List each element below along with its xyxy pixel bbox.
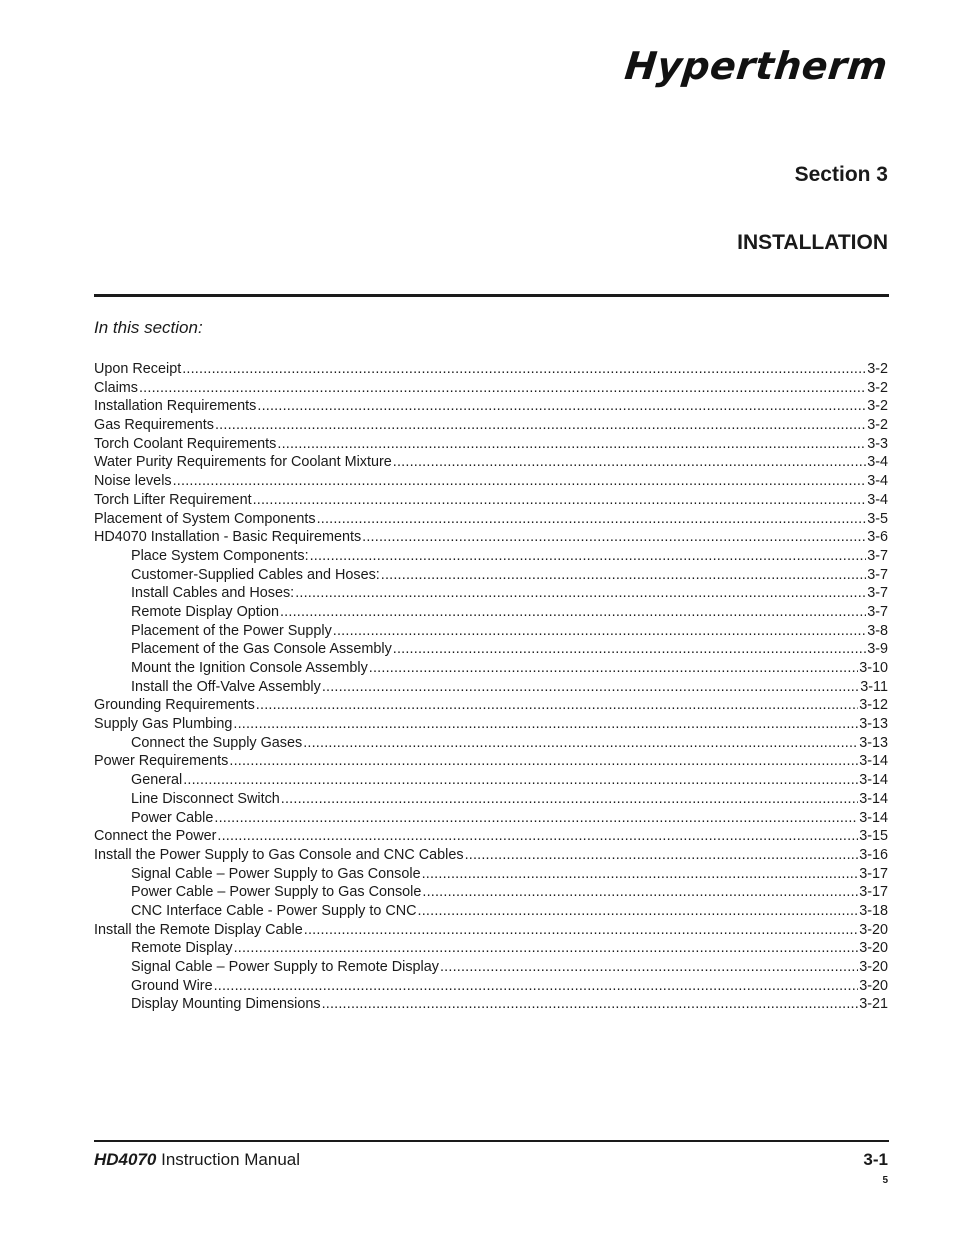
toc-entry[interactable] xyxy=(94,771,888,790)
toc-leader-dots xyxy=(418,902,859,921)
toc-leader-dots xyxy=(440,958,858,977)
toc-leader-dots xyxy=(233,715,858,734)
toc-entry-label: Supply Gas Plumbing xyxy=(94,716,233,733)
toc-entry-label: Mount the Ignition Console Assembly xyxy=(131,660,368,676)
toc-leader-dots xyxy=(310,547,867,566)
toc-leader-dots xyxy=(139,379,866,398)
toc-entry[interactable] xyxy=(94,659,888,678)
toc-entry-label: Placement of the Power Supply xyxy=(131,622,332,639)
toc-entry-label: Display Mounting Dimensions xyxy=(131,996,321,1013)
toc-leader-dots xyxy=(369,659,858,678)
bottom-divider xyxy=(94,1140,889,1142)
toc-leader-dots xyxy=(393,453,866,472)
toc-entry-page: 3-15 xyxy=(859,828,888,845)
toc-entry[interactable] xyxy=(94,958,888,977)
toc-entry-label: Signal Cable – Power Supply to Gas Console xyxy=(131,865,421,882)
toc-entry-label: Claims xyxy=(94,379,138,396)
toc-entry-page: 3-14 xyxy=(859,753,888,770)
toc-entry-page: 3-21 xyxy=(859,996,888,1013)
toc-entry[interactable] xyxy=(94,883,888,902)
table-of-contents xyxy=(94,360,888,1014)
toc-entry-label: HD4070 Installation - Basic Requirements xyxy=(94,529,362,546)
top-divider xyxy=(94,294,889,297)
toc-entry-page: 3-7 xyxy=(867,566,888,583)
toc-entry[interactable] xyxy=(94,921,888,940)
footer-manual-label: Instruction Manual xyxy=(156,1150,301,1169)
toc-leader-dots xyxy=(257,397,866,416)
toc-entry[interactable] xyxy=(94,435,888,454)
toc-entry-page: 3-4 xyxy=(867,491,888,508)
toc-entry-page: 3-16 xyxy=(859,846,888,863)
toc-entry[interactable] xyxy=(94,809,888,828)
toc-entry[interactable] xyxy=(94,865,888,884)
toc-leader-dots xyxy=(393,640,866,659)
toc-entry-page: 3-7 xyxy=(867,585,888,602)
toc-entry[interactable] xyxy=(94,360,888,379)
toc-entry-page: 3-20 xyxy=(859,959,888,975)
toc-leader-dots xyxy=(277,435,866,454)
footer-sheet-number: 5 xyxy=(882,1175,888,1186)
toc-entry[interactable] xyxy=(94,397,888,416)
toc-entry-page: 3-20 xyxy=(859,940,888,957)
toc-entry[interactable] xyxy=(94,379,888,398)
toc-entry[interactable] xyxy=(94,622,888,641)
toc-entry-label: Noise levels xyxy=(94,473,172,490)
toc-entry-page: 3-10 xyxy=(859,660,888,676)
toc-entry-page: 3-20 xyxy=(859,977,888,994)
toc-entry[interactable] xyxy=(94,734,888,753)
toc-leader-dots xyxy=(214,977,859,996)
toc-leader-dots xyxy=(215,416,866,435)
toc-leader-dots xyxy=(214,809,858,828)
toc-entry-label: Placement of System Components xyxy=(94,510,316,527)
toc-entry-page: 3-6 xyxy=(867,529,888,546)
toc-entry-label: Power Cable xyxy=(131,809,214,826)
intro-text: In this section: xyxy=(94,318,203,337)
toc-leader-dots xyxy=(234,939,859,958)
toc-entry-label: Connect the Power xyxy=(94,828,217,845)
toc-leader-dots xyxy=(256,696,858,715)
toc-entry-label: General xyxy=(131,772,183,789)
toc-leader-dots xyxy=(183,771,858,790)
toc-leader-dots xyxy=(322,995,859,1014)
toc-entry[interactable] xyxy=(94,566,888,585)
toc-entry[interactable] xyxy=(94,416,888,435)
toc-entry-page: 3-14 xyxy=(859,809,888,826)
toc-entry-label: Power Cable – Power Supply to Gas Console xyxy=(131,884,422,901)
toc-entry-page: 3-8 xyxy=(867,622,888,639)
toc-entry-label: Remote Display xyxy=(131,940,233,957)
toc-leader-dots xyxy=(253,491,867,510)
toc-entry-label: Installation Requirements xyxy=(94,398,257,415)
toc-entry-page: 3-2 xyxy=(867,361,888,377)
toc-entry-page: 3-17 xyxy=(859,884,888,901)
toc-entry[interactable] xyxy=(94,472,888,491)
toc-entry-page: 3-12 xyxy=(859,697,888,714)
toc-entry-label: Ground Wire xyxy=(131,977,213,994)
toc-entry[interactable] xyxy=(94,584,888,603)
toc-entry[interactable] xyxy=(94,678,888,697)
toc-entry-label: Upon Receipt xyxy=(94,361,182,377)
toc-entry-label: Torch Coolant Requirements xyxy=(94,435,277,452)
toc-entry-page: 3-13 xyxy=(859,734,888,751)
toc-leader-dots xyxy=(295,584,866,603)
toc-entry-label: Remote Display Option xyxy=(131,603,279,620)
toc-entry-page: 3-11 xyxy=(860,678,888,695)
toc-entry-label: Power Requirements xyxy=(94,753,229,770)
toc-entry-page: 3-13 xyxy=(859,716,888,733)
toc-entry-label: Customer-Supplied Cables and Hoses: xyxy=(131,566,380,583)
toc-entry[interactable] xyxy=(94,995,888,1014)
toc-leader-dots xyxy=(322,678,859,697)
toc-entry-page: 3-2 xyxy=(867,417,888,434)
toc-entry[interactable] xyxy=(94,528,888,547)
footer-manual-title xyxy=(94,1150,300,1170)
toc-entry[interactable] xyxy=(94,547,888,566)
toc-entry[interactable] xyxy=(94,902,888,921)
toc-entry[interactable] xyxy=(94,640,888,659)
toc-entry-page: 3-18 xyxy=(859,902,888,919)
toc-entry-label: Grounding Requirements xyxy=(94,697,255,714)
toc-entry-page: 3-17 xyxy=(859,865,888,882)
toc-entry-label: Signal Cable – Power Supply to Remote Display xyxy=(131,959,439,975)
toc-entry-label: Install the Off-Valve Assembly xyxy=(131,678,321,695)
toc-entry-label: Gas Requirements xyxy=(94,417,214,434)
toc-entry[interactable] xyxy=(94,491,888,510)
toc-entry-page: 3-14 xyxy=(859,790,888,807)
toc-leader-dots xyxy=(465,846,859,865)
toc-leader-dots xyxy=(303,734,858,753)
toc-entry[interactable] xyxy=(94,939,888,958)
toc-entry-page: 3-3 xyxy=(867,435,888,452)
toc-entry-label: Line Disconnect Switch xyxy=(131,790,280,807)
toc-entry[interactable] xyxy=(94,827,888,846)
toc-entry-page: 3-4 xyxy=(867,473,888,490)
toc-entry-label: Torch Lifter Requirement xyxy=(94,491,252,508)
toc-leader-dots xyxy=(280,603,866,622)
toc-leader-dots xyxy=(317,510,867,529)
toc-entry-label: Place System Components: xyxy=(131,547,309,564)
toc-leader-dots xyxy=(217,827,858,846)
toc-leader-dots xyxy=(381,566,866,585)
toc-entry-label: Install Cables and Hoses: xyxy=(131,585,295,602)
toc-leader-dots xyxy=(229,752,858,771)
toc-entry[interactable] xyxy=(94,977,888,996)
toc-leader-dots xyxy=(182,360,866,379)
toc-entry-label: Connect the Supply Gases xyxy=(131,734,303,751)
toc-entry[interactable] xyxy=(94,752,888,771)
toc-entry-page: 3-2 xyxy=(867,379,888,396)
toc-leader-dots xyxy=(173,472,867,491)
toc-leader-dots xyxy=(281,790,858,809)
toc-entry-page: 3-4 xyxy=(867,454,888,471)
toc-entry-label: Install the Remote Display Cable xyxy=(94,921,303,938)
toc-entry-page: 3-14 xyxy=(859,772,888,789)
toc-leader-dots xyxy=(333,622,866,641)
toc-entry-page: 3-9 xyxy=(867,641,888,658)
toc-entry-label: Install the Power Supply to Gas Console and CNC Cables xyxy=(94,846,464,863)
toc-leader-dots xyxy=(422,883,858,902)
toc-entry-label: Placement of the Gas Console Assembly xyxy=(131,641,392,658)
toc-entry-label: CNC Interface Cable - Power Supply to CNC xyxy=(131,902,417,919)
toc-entry[interactable] xyxy=(94,715,888,734)
toc-entry-page: 3-20 xyxy=(859,921,888,938)
toc-entry[interactable] xyxy=(94,790,888,809)
toc-entry[interactable] xyxy=(94,846,888,865)
footer-page-number: 3-1 xyxy=(863,1150,888,1169)
toc-entry[interactable] xyxy=(94,453,888,472)
section-number: Section 3 xyxy=(794,163,888,186)
footer-model: HD4070 xyxy=(94,1150,157,1169)
toc-leader-dots xyxy=(304,921,858,940)
toc-entry-page: 3-7 xyxy=(867,603,888,620)
toc-entry-page: 3-5 xyxy=(867,510,888,527)
hypertherm-logo: Hypertherm xyxy=(623,44,891,88)
toc-entry[interactable] xyxy=(94,603,888,622)
toc-entry-label: Water Purity Requirements for Coolant Mixture xyxy=(94,454,392,471)
toc-leader-dots xyxy=(422,865,859,884)
toc-leader-dots xyxy=(362,528,866,547)
toc-entry-page: 3-2 xyxy=(867,398,888,415)
toc-entry-page: 3-7 xyxy=(867,547,888,564)
toc-entry[interactable] xyxy=(94,510,888,529)
toc-entry[interactable] xyxy=(94,696,888,715)
section-title: INSTALLATION xyxy=(737,231,888,254)
